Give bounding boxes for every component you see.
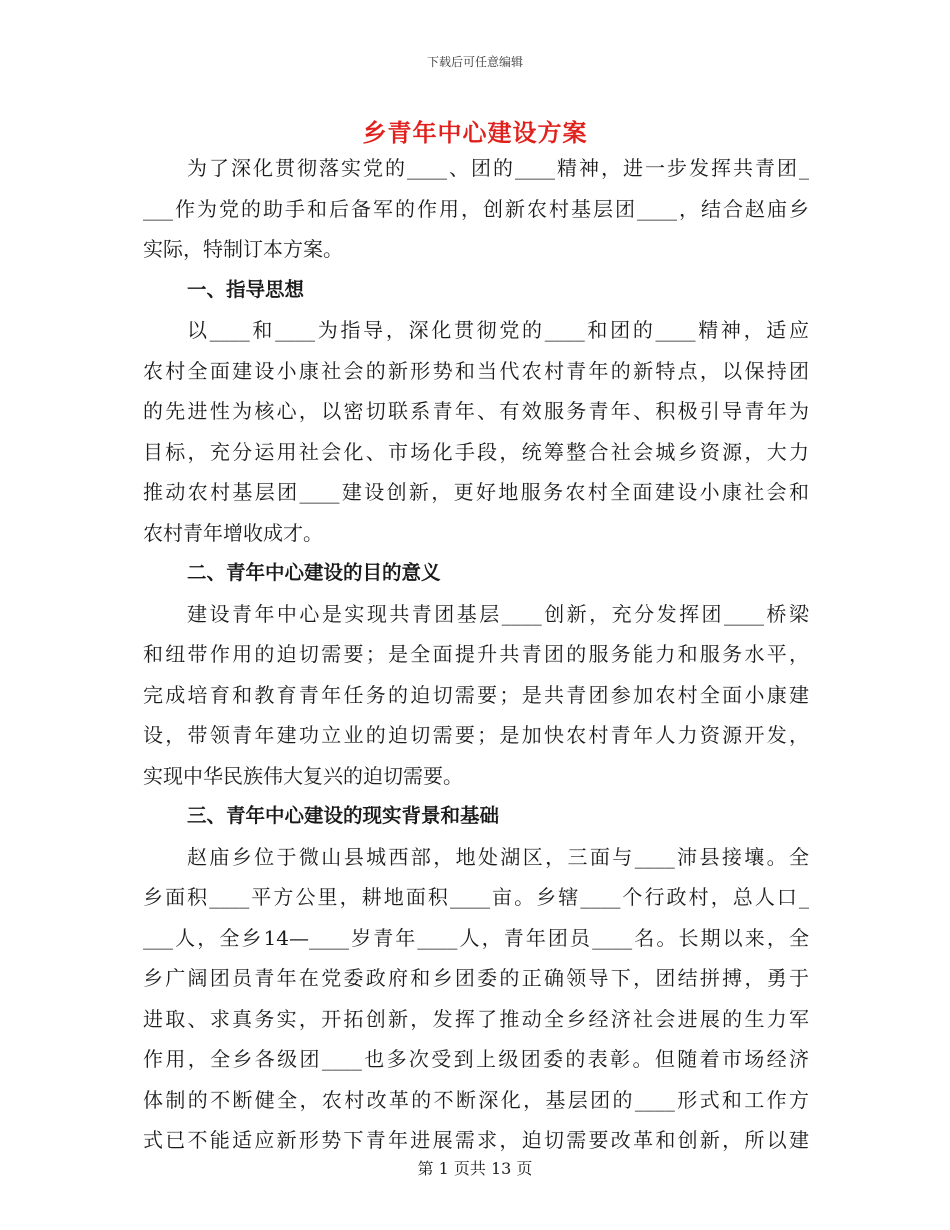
page-header-note: 下载后可任意编辑 [426, 55, 523, 69]
section-heading-guiding-ideology: 一、指导思想 [187, 277, 305, 301]
text-line: 和纽带作用的迫切需要；是全面提升共青团的服务能力和服务水平， [143, 642, 809, 666]
text-line: 的先进性为核心，以密切联系青年、有效服务青年、积极引导青年为 [143, 399, 809, 423]
section3-paragraph [143, 837, 809, 1161]
page-footer-page-number: 第 1 页共 13 页 [417, 1159, 533, 1178]
text-line: 实现中华民族伟大复兴的迫切需要。 [143, 763, 463, 788]
text-line: 设，带领青年建功立业的迫切需要；是加快农村青年人力资源开发， [143, 723, 809, 747]
text-line: 体制的不断健全，农村改革的不断深化，基层团的____形式和工作方 [143, 1087, 809, 1112]
text-line: 作用，全乡各级团____也多次受到上级团委的表彰。但随着市场经济 [143, 1047, 809, 1071]
text-line: 农村青年增收成才。 [143, 520, 323, 545]
text-line: 农村全面建设小康社会的新形势和当代农村青年的新特点，以保持团 [143, 358, 809, 383]
text-line: ___人，全乡14—____岁青年____人，青年团员____名。长期以来，全 [143, 925, 809, 950]
section-heading-background: 三、青年中心建设的现实背景和基础 [187, 804, 500, 827]
intro-paragraph [143, 148, 809, 270]
document-title: 乡青年中心建设方案 [362, 118, 588, 147]
text-line: 式已不能适应新形势下青年进展需求，迫切需要改革和创新，所以建 [143, 1128, 809, 1152]
text-line: ___作为党的助手和后备军的作用，创新农村基层团____，结合赵庙乡 [143, 196, 809, 221]
text-line: 推动农村基层团____建设创新，更好地服务农村全面建设小康社会和 [143, 480, 809, 504]
text-line: 实际，特制订本方案。 [143, 237, 343, 261]
text-line: 乡广阔团员青年在党委政府和乡团委的正确领导下，团结拼搏，勇于 [143, 966, 809, 990]
document-body [143, 148, 809, 1161]
text-line: 进取、求真务实，开拓创新，发挥了推动全乡经济社会进展的生力军 [143, 1006, 809, 1031]
text-line: 以____和____为指导，深化贯彻党的____和团的____精神，适应 [187, 318, 809, 342]
text-line: 建设青年中心是实现共青团基层____创新，充分发挥团____桥梁 [187, 601, 809, 626]
text-line: 乡面积____平方公里，耕地面积____亩。乡辖____个行政村，总人口_ [143, 885, 809, 909]
section2-paragraph [143, 594, 809, 797]
text-line: 赵庙乡位于微山县城西部，地处湖区，三面与____沛县接壤。全 [187, 844, 809, 869]
section1-paragraph [143, 310, 809, 553]
text-line: 为了深化贯彻落实党的____、团的____精神，进一步发挥共青团_ [187, 156, 809, 180]
section-heading-purpose: 二、青年中心建设的目的意义 [187, 561, 441, 584]
text-line: 完成培育和教育青年任务的迫切需要；是共青团参加农村全面小康建 [143, 682, 809, 707]
text-line: 目标，充分运用社会化、市场化手段，统筹整合社会城乡资源，大力 [143, 439, 809, 464]
